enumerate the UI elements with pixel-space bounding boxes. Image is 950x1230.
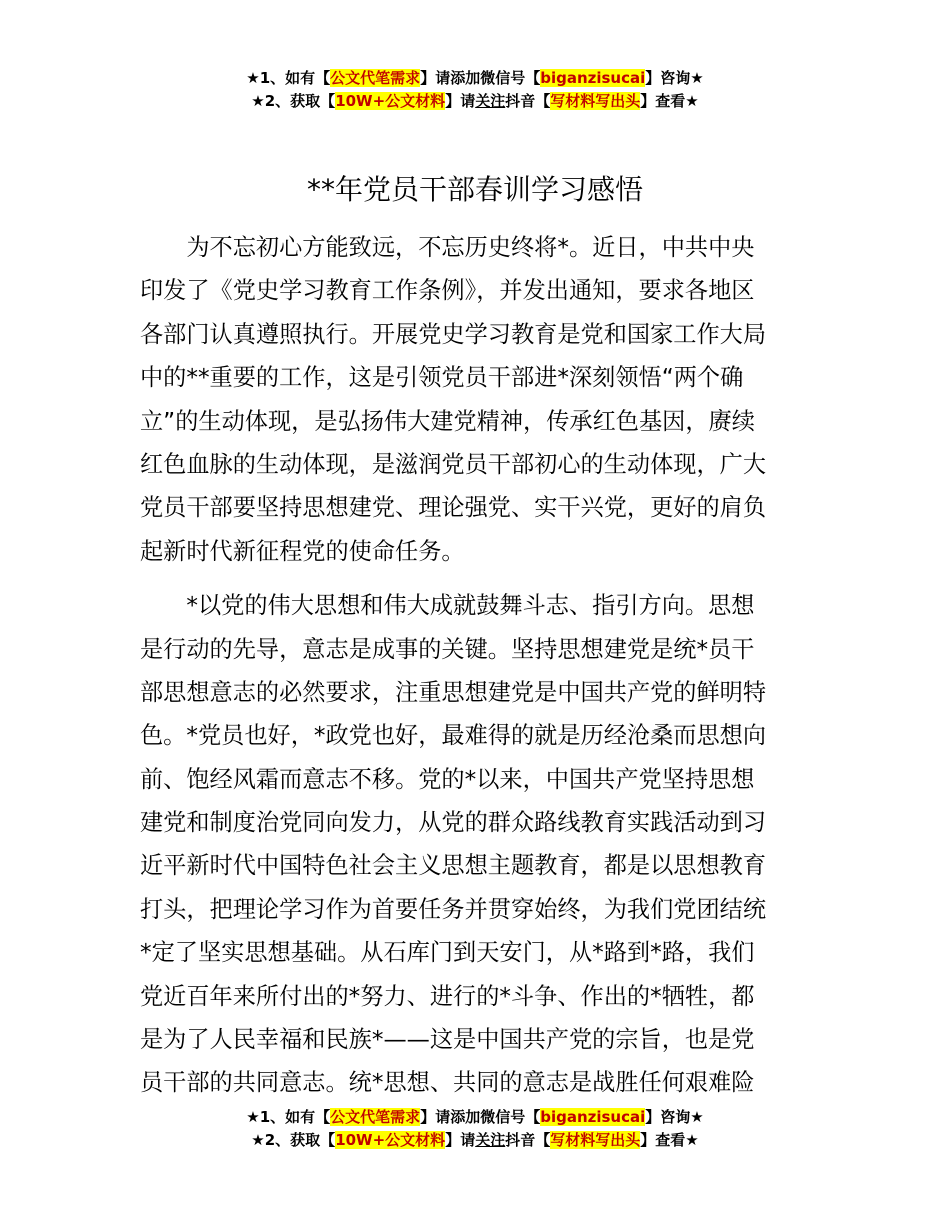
text-line: 建党和制度治党同向发力，从党的群众路线教育实践活动到习 [140, 809, 767, 837]
text-line: 近平新时代中国特色社会主义思想主题教育，都是以思想教育 [140, 852, 767, 880]
underlined-follow: 关注 [475, 1131, 506, 1149]
text-line: *定了坚实思想基础。从石库门到天安门，从*路到*路，我们 [140, 939, 755, 967]
header-line-1 [0, 67, 950, 90]
footer-text: 】查看★ [640, 1131, 699, 1149]
paragraph-2 [140, 584, 812, 1105]
text-line: 立”的生动体现，是弘扬伟大建党精神，传承红色基因，赓续 [140, 407, 755, 435]
footer-text: 】请添加微信号【 [420, 1108, 541, 1126]
header-text: 】咨询★ [645, 69, 704, 87]
highlight-account: 写材料写出头 [550, 92, 641, 110]
footer-text: ★2、获取【 [251, 1131, 336, 1149]
paragraph-1 [140, 226, 812, 573]
text-line: 印发了《党史学习教育工作条例》，并发出通知，要求各地区 [140, 277, 755, 305]
text-line: 为不忘初心方能致远，不忘历史终将*。近日，中共中央 [140, 234, 755, 261]
highlight-wechat-id: biganzisucai [540, 1108, 646, 1126]
highlight-materials: 10W+公文材料 [335, 92, 446, 110]
text-line: 色。*党员也好，*政党也好，最难得的就是历经沧桑而思想向 [140, 722, 767, 750]
header-text: 】请添加微信号【 [420, 69, 541, 87]
header-text: ★1、如有【 [246, 69, 331, 87]
header-text: 抖音【 [505, 92, 551, 110]
header-text: ★2、获取【 [251, 92, 336, 110]
highlight-account: 写材料写出头 [550, 1131, 641, 1149]
text-line: 中的**重要的工作，这是引领党员干部进*深刻领悟“两个确 [140, 364, 744, 392]
text-line: 起新时代新征程党的使命任务。 [140, 537, 465, 565]
footer-banner [0, 1106, 950, 1152]
header-text: 】查看★ [640, 92, 699, 110]
footer-text: 】请 [445, 1131, 476, 1149]
text-line: 党近百年来所付出的*努力、进行的*斗争、作出的*牺牲，都 [140, 982, 755, 1010]
footer-text: ★1、如有【 [246, 1108, 331, 1126]
document-title: **年党员干部春训学习感悟 [306, 173, 643, 206]
text-line: 红色血脉的生动体现，是滋润党员干部初心的生动体现，广大 [140, 450, 767, 478]
document-body [140, 226, 812, 1105]
text-line: 各部门认真遵照执行。开展党史学习教育是党和国家工作大局 [140, 320, 767, 348]
highlight-service: 公文代笔需求 [330, 69, 421, 87]
footer-line-2 [0, 1129, 950, 1152]
footer-text: 抖音【 [505, 1131, 551, 1149]
text-line: 是行动的先导，意志是成事的关键。坚持思想建党是统*员干 [140, 635, 755, 663]
text-line: 党员干部要坚持思想建党、理论强党、实干兴党，更好的肩负 [140, 494, 767, 522]
header-line-2 [0, 90, 950, 113]
text-line: 员干部的共同意志。统*思想、共同的意志是战胜任何艰难险 [140, 1069, 755, 1097]
highlight-materials: 10W+公文材料 [335, 1131, 446, 1149]
text-line: 是为了人民幸福和民族*——这是中国共产党的宗旨，也是党 [140, 1026, 755, 1054]
header-text: 】请 [445, 92, 476, 110]
text-line: *以党的伟大思想和伟大成就鼓舞斗志、指引方向。思想 [140, 592, 755, 620]
text-line: 前、饱经风霜而意志不移。党的*以来，中国共产党坚持思想 [140, 765, 755, 793]
highlight-wechat-id: biganzisucai [540, 69, 646, 87]
footer-text: 】咨询★ [645, 1108, 704, 1126]
text-line: 部思想意志的必然要求，注重思想建党是中国共产党的鲜明特 [140, 678, 767, 706]
footer-line-1 [0, 1106, 950, 1129]
underlined-follow: 关注 [475, 92, 506, 110]
header-banner [0, 67, 950, 113]
highlight-service: 公文代笔需求 [330, 1108, 421, 1126]
text-line: 打头，把理论学习作为首要任务并贯穿始终，为我们党团结统 [140, 895, 767, 923]
